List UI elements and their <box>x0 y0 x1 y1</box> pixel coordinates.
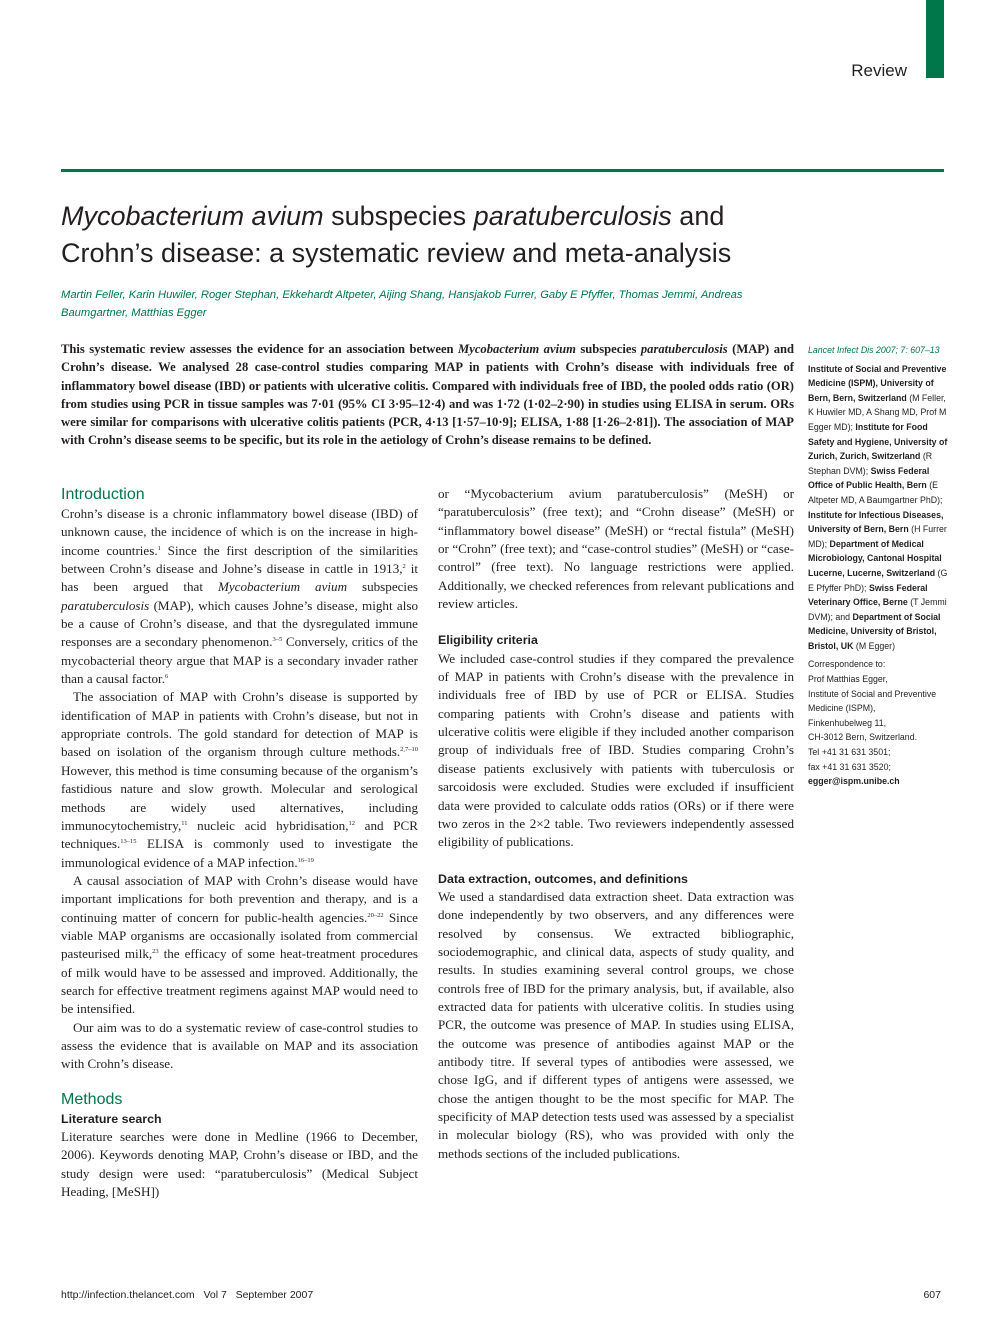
page-number: 607 <box>923 1289 941 1301</box>
abstract-s4: paratuberculosis <box>640 342 728 356</box>
intro-paragraph-1 <box>61 505 418 688</box>
affiliation-name: Institute for Food Safety and Hygiene, University of Zurich, Zurich, Switzerland <box>808 421 948 462</box>
text-run: A causal association of MAP with Crohn’s disease would have important implications for both prevention and therapy, and is a continuing matter of concern for public-health agencies. <box>61 872 418 925</box>
italic-run: Mycobacterium avium <box>217 579 348 595</box>
correspondence-line: Tel +41 31 631 3501; <box>808 747 891 758</box>
title-text-2: subspecies <box>323 201 474 231</box>
reference-mark: 11 <box>181 819 188 827</box>
affiliation-name: Swiss Federal Veterinary Office, Berne <box>808 582 928 608</box>
correspondence-line: Finkenhubelweg 11, <box>808 717 887 728</box>
eligibility-paragraph: We included case-control studies if they compared the prevalence of MAP in patients with Crohn’s disease with the prevalence in individuals free of IBD by use of PCR or ELISA. Studies comparing patients with Crohn’s disease and patients with ulcerative colitis were eligible if they included another comparison group of individuals free of IBD. Studies comparing Crohn’s disease patients exclusively with patients with tuberculosis or sarcoidosis were excluded. Studies were excluded if insufficient data were provided to calculate odds ratios (ORs) or if there were two zeros in the 2×2 table. Two reviewers independently assessed eligibility of publications. <box>438 650 794 850</box>
sidebar-notes <box>808 343 948 789</box>
eligibility-heading: Eligibility criteria <box>438 633 538 648</box>
intro-paragraph-2 <box>61 688 418 871</box>
issue-date: September 2007 <box>235 1289 314 1301</box>
volume: Vol 7 <box>203 1289 227 1301</box>
text-run: and PCR techniques. <box>61 817 419 852</box>
text-run: The association of MAP with Crohn’s disease is supported by identification of MAP in patients with Crohn’s disease, but not in appropriate controls. The gold standard for detection of MAP is based on isolation of the organism through culture methods. <box>61 689 418 760</box>
reference-mark: 20–22 <box>367 911 384 919</box>
literature-search-continued: or “Mycobacterium avium paratuberculosis” (MeSH) or “paratuberculosis” (free text); and “Crohn disease” (MeSH) or “inflammatory bowel disease” (MeSH) or “rectal fistula” (MeSH) or “Crohn” (free text); and “case-control studies” (MeSH) or “case-control” (free text). No language restrictions were applied. Additionally, we checked references from relevant publications and review articles. <box>438 486 794 612</box>
abstract-s3: subspecies <box>575 342 641 356</box>
correspondence-email[interactable]: egger@ispm.unibe.ch <box>808 776 900 787</box>
title-text-4: and Crohn’s disease: a systematic review and meta-analysis <box>61 201 732 268</box>
correspondence-line: Prof Matthias Egger, <box>808 674 888 685</box>
section-color-tab <box>926 0 944 78</box>
reference-mark: 23 <box>152 948 159 956</box>
correspondence-label: Correspondence to: <box>808 659 886 670</box>
reference-mark: 1 <box>157 544 161 552</box>
text-run: (MAP), which causes Johne’s disease, might also be a cause of Crohn’s disease, and that the dysregulated immune responses are a secondary phenomenon. <box>61 597 418 650</box>
abstract-s5: (MAP) and Crohn’s disease. We analysed 28 case-control studies comparing MAP in patients with Crohn’s disease with individuals free of inflammatory bowel disease (IBD) or patients with ulcerative colitis. Compared with individuals free of IBD, the pooled odds ratio (OR) from studies using PCR in tissue samples was 7·01 (95% CI 3·95–12·4) and was 1·72 (1·02–2·90) in studies using ELISA in serum. ORs were similar for comparisons with ulcerative colitis patients (PCR, 4·13 [1·57–10·9]; ELISA, 1·88 [1·26–2·81]). The association of MAP with Crohn’s disease seems to be specific, but its role in the aetiology of Crohn’s disease remains to be defined. <box>61 342 794 448</box>
reference-mark: 16–19 <box>297 856 314 864</box>
intro-paragraph-4: Our aim was to do a systematic review of case-control studies to assess the evidence that is available on MAP and its association with Crohn’s disease. <box>61 1019 418 1072</box>
italic-run: paratuberculosis <box>61 597 150 613</box>
introduction-heading: Introduction <box>61 486 145 503</box>
text-run: it has been argued that <box>61 561 418 595</box>
affiliation-name: Swiss Federal Office of Public Health, Bern <box>808 465 930 491</box>
affiliation-name: Department of Social Medicine, University of Bristol, Bristol, UK <box>808 611 941 651</box>
abstract-s2: Mycobacterium avium <box>458 342 576 356</box>
section-label: Review <box>851 61 907 80</box>
affiliation-name: Institute for Infectious Diseases, University of Bern, Bern <box>808 509 944 535</box>
text-run: subspecies <box>347 579 418 595</box>
reference-mark: 2,7–10 <box>400 746 418 754</box>
affiliation-name: Department of Medical Microbiology, Cantonal Hospital Lucerne, Lucerne, Switzerland <box>808 538 942 578</box>
literature-search-heading: Literature search <box>61 1111 162 1126</box>
correspondence-line: Institute of Social and Preventive Medicine (ISPM), <box>808 688 937 714</box>
reference-mark: 12 <box>348 819 356 827</box>
methods-heading: Methods <box>61 1090 123 1108</box>
affiliation-authors: (E Altpeter MD, A Baumgartner PhD); <box>808 480 943 505</box>
correspondence-line: fax +41 31 631 3520; <box>808 761 891 772</box>
text-run: However, this method is time consuming because of the organism’s fastidious nature and slow growth. Molecular and serological methods are widely used alternatives, including immunocytochemistry, <box>61 762 418 833</box>
page-footer <box>61 1289 941 1301</box>
journal-url[interactable]: http://infection.thelancet.com <box>61 1289 195 1301</box>
article-title <box>61 198 821 272</box>
affiliations <box>808 362 948 654</box>
title-italic-1: Mycobacterium avium <box>61 201 324 231</box>
text-run: Since the first description of the similarities between Crohn’s disease and Johne’s disease in cattle in 1913, <box>61 542 418 577</box>
text-run: Since viable MAP organisms are occasionally isolated from commercial pasteurised milk, <box>61 909 418 962</box>
author-list: Martin Feller, Karin Huwiler, Roger Stephan, Ekkehardt Altpeter, Aijing Shang, Hansjakob Furrer, Gaby E Pfyffer, Thomas Jemmi, Andreas Baumgartner, Matthias Egger <box>61 289 743 319</box>
affiliation-authors: (M Egger) <box>853 640 896 651</box>
header-rule <box>61 169 944 172</box>
column-left <box>61 485 418 1201</box>
text-run: nucleic acid hybridisation, <box>187 817 349 833</box>
affiliation-authors: (H Furrer MD); <box>808 524 947 549</box>
literature-search-paragraph: Literature searches were done in Medline (1966 to December, 2006). Keywords denoting MAP, Crohn’s disease or IBD, and the study design were used: “paratuberculosis” (Medical Subject Heading, [MeSH]) <box>61 1129 418 1200</box>
citation-reference: Lancet Infect Dis 2007; 7: 607–13 <box>808 345 940 355</box>
reference-mark: 6 <box>164 673 169 681</box>
affiliation-name: Institute of Social and Preventive Medicine (ISPM), University of Bern, Bern, Switzerland <box>808 363 947 403</box>
reference-mark: 3–5 <box>272 636 283 644</box>
column-middle <box>438 485 794 1163</box>
abstract-s1: This systematic review assesses the evidence for an association between <box>61 342 459 356</box>
text-run: the efficacy of some heat-treatment procedures of milk would have to be assessed and improved. Additionally, the search for effective treatment regimens against MAP would need to be intensified. <box>61 946 418 1017</box>
affiliation-authors: (R Stephan DVM); <box>808 451 933 476</box>
data-extraction-heading: Data extraction, outcomes, and definitions <box>438 871 688 886</box>
text-run: ELISA is commonly used to investigate the immunological evidence of a MAP infection. <box>61 836 418 870</box>
abstract <box>61 340 794 450</box>
text-run: Conversely, critics of the mycobacterial theory argue that MAP is a secondary invader rather than a causal factor. <box>61 634 418 687</box>
reference-mark: 2 <box>402 563 406 571</box>
data-extraction-paragraph: We used a standardised data extraction sheet. Data extraction was done independently by two observers, and any differences were resolved by consensus. We extracted bibliographic, sociodemographic, and clinical data, aspects of study quality, and results. In studies examining several control groups, we chose controls free of IBD for the primary analysis, but, if available, also extracted data for patients with ulcerative colitis. In studies using PCR, the outcome was presence of MAP. In studies using ELISA, the outcome was presence of antibodies against MAP or the antibody titre. If several types of antibodies were assessed, we chose IgG, and if different types of antigens were assessed, we chose the antigen thought to be the most specific for MAP. The specificity of MAP detection tests used was assessed by a specialist in molecular biology (RS), who was provided with only the methods sections of the included publications. <box>438 888 794 1161</box>
affiliation-authors: (M Feller, K Huwiler MD, A Shang MD, Prof M Egger MD); <box>808 392 947 432</box>
affiliation-authors: (T Jemmi DVM); and <box>808 597 947 622</box>
text-run: Crohn’s disease is a chronic inflammatory bowel disease (IBD) of unknown cause, the incidence of which is on the increase in high-income countries. <box>61 506 418 558</box>
correspondence-line: CH-3012 Bern, Switzerland. <box>808 732 918 743</box>
affiliation-authors: (G E Pfyffer PhD); <box>808 567 948 593</box>
intro-paragraph-3 <box>61 872 418 1019</box>
reference-mark: 13–15 <box>120 838 137 846</box>
title-italic-3: paratuberculosis <box>473 201 672 231</box>
